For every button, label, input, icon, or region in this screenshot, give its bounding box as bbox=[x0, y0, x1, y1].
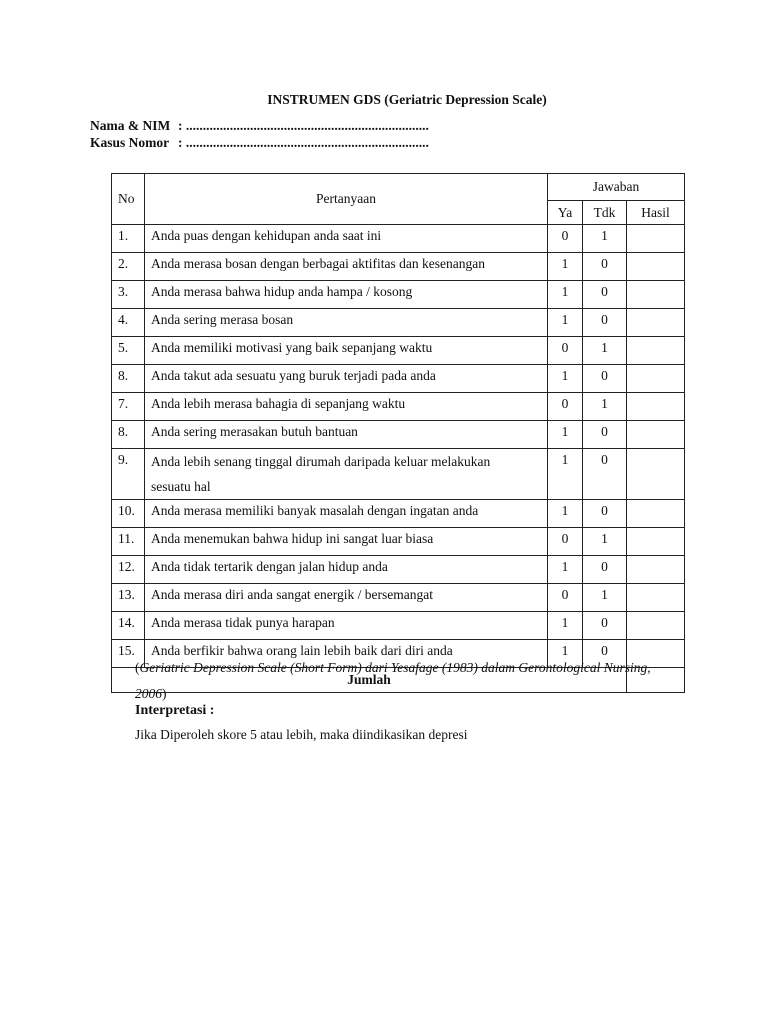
row-ya: 1 bbox=[548, 253, 583, 281]
header-pertanyaan: Pertanyaan bbox=[145, 174, 548, 225]
row-number: 12. bbox=[112, 556, 145, 584]
row-tdk: 1 bbox=[583, 528, 627, 556]
row-question-line1: Anda lebih senang tinggal dirumah daripada keluar melakukan bbox=[151, 454, 491, 469]
row-hasil bbox=[627, 500, 685, 528]
row-hasil bbox=[627, 393, 685, 421]
row-ya: 1 bbox=[548, 612, 583, 640]
table-row bbox=[112, 584, 685, 612]
row-ya: 0 bbox=[548, 393, 583, 421]
row-number: 8. bbox=[112, 365, 145, 393]
table-row bbox=[112, 556, 685, 584]
header-ya: Ya bbox=[548, 201, 583, 225]
row-tdk: 0 bbox=[583, 449, 627, 500]
row-question bbox=[145, 449, 548, 500]
row-number: 4. bbox=[112, 309, 145, 337]
table-row bbox=[112, 281, 685, 309]
header-no: No bbox=[112, 174, 145, 225]
row-hasil bbox=[627, 584, 685, 612]
row-question: Anda merasa bahwa hidup anda hampa / kosong bbox=[145, 281, 548, 309]
interpretation-text: Jika Diperoleh skore 5 atau lebih, maka diindikasikan depresi bbox=[135, 727, 468, 742]
row-ya: 1 bbox=[548, 449, 583, 500]
row-tdk: 0 bbox=[583, 500, 627, 528]
row-question: Anda memiliki motivasi yang baik sepanjang waktu bbox=[145, 337, 548, 365]
row-number: 11. bbox=[112, 528, 145, 556]
caption-close-paren: ) bbox=[162, 686, 167, 701]
table-row bbox=[112, 309, 685, 337]
row-question: Anda merasa diri anda sangat energik / bersemangat bbox=[145, 584, 548, 612]
table-row bbox=[112, 365, 685, 393]
row-ya: 1 bbox=[548, 500, 583, 528]
table-row bbox=[112, 449, 685, 500]
row-hasil bbox=[627, 556, 685, 584]
table-row bbox=[112, 421, 685, 449]
field-nama-nim-value: : ........................................................................ bbox=[178, 118, 429, 133]
header-hasil: Hasil bbox=[627, 201, 685, 225]
row-ya: 1 bbox=[548, 640, 583, 668]
source-caption bbox=[135, 655, 675, 707]
row-question: Anda tidak tertarik dengan jalan hidup anda bbox=[145, 556, 548, 584]
row-question: Anda sering merasa bosan bbox=[145, 309, 548, 337]
header-tdk: Tdk bbox=[583, 201, 627, 225]
row-tdk: 1 bbox=[583, 393, 627, 421]
row-hasil bbox=[627, 612, 685, 640]
table-row bbox=[112, 500, 685, 528]
row-ya: 1 bbox=[548, 309, 583, 337]
field-nama-nim-label: Nama & NIM bbox=[90, 118, 171, 133]
caption-open-paren: ( bbox=[135, 660, 140, 675]
row-ya: 0 bbox=[548, 225, 583, 253]
row-tdk: 0 bbox=[583, 640, 627, 668]
row-number: 13. bbox=[112, 584, 145, 612]
row-question: Anda puas dengan kehidupan anda saat ini bbox=[145, 225, 548, 253]
row-number: 15. bbox=[112, 640, 145, 668]
row-tdk: 0 bbox=[583, 612, 627, 640]
row-hasil bbox=[627, 365, 685, 393]
row-tdk: 0 bbox=[583, 556, 627, 584]
row-question: Anda merasa memiliki banyak masalah dengan ingatan anda bbox=[145, 500, 548, 528]
field-kasus-nomor-label: Kasus Nomor bbox=[90, 135, 170, 150]
row-tdk: 1 bbox=[583, 337, 627, 365]
row-ya: 1 bbox=[548, 365, 583, 393]
row-question: Anda lebih merasa bahagia di sepanjang waktu bbox=[145, 393, 548, 421]
row-question: Anda merasa tidak punya harapan bbox=[145, 612, 548, 640]
table-row bbox=[112, 528, 685, 556]
row-hasil bbox=[627, 528, 685, 556]
row-number: 5. bbox=[112, 337, 145, 365]
field-nama-nim bbox=[90, 118, 429, 134]
row-hasil bbox=[627, 309, 685, 337]
field-kasus-nomor-value: : ........................................................................ bbox=[178, 135, 429, 150]
header-jawaban: Jawaban bbox=[548, 174, 685, 201]
row-number: 9. bbox=[112, 449, 145, 500]
row-hasil bbox=[627, 253, 685, 281]
row-tdk: 1 bbox=[583, 225, 627, 253]
table-row bbox=[112, 393, 685, 421]
row-hasil bbox=[627, 225, 685, 253]
row-hasil bbox=[627, 281, 685, 309]
row-ya: 0 bbox=[548, 584, 583, 612]
row-number: 14. bbox=[112, 612, 145, 640]
row-number: 3. bbox=[112, 281, 145, 309]
table-row bbox=[112, 225, 685, 253]
row-number: 1. bbox=[112, 225, 145, 253]
table-row bbox=[112, 612, 685, 640]
row-ya: 0 bbox=[548, 337, 583, 365]
row-number: 2. bbox=[112, 253, 145, 281]
row-ya: 1 bbox=[548, 421, 583, 449]
row-tdk: 0 bbox=[583, 253, 627, 281]
row-tdk: 0 bbox=[583, 365, 627, 393]
row-question: Anda berfikir bahwa orang lain lebih baik dari diri anda bbox=[145, 640, 548, 668]
field-kasus-nomor bbox=[90, 135, 429, 151]
row-question-line2: sesuatu hal bbox=[151, 479, 211, 494]
row-tdk: 1 bbox=[583, 584, 627, 612]
row-question: Anda merasa bosan dengan berbagai aktifitas dan kesenangan bbox=[145, 253, 548, 281]
row-tdk: 0 bbox=[583, 309, 627, 337]
row-ya: 1 bbox=[548, 281, 583, 309]
row-ya: 1 bbox=[548, 556, 583, 584]
interpretation-heading: Interpretasi : bbox=[135, 703, 215, 718]
row-ya: 0 bbox=[548, 528, 583, 556]
row-number: 10. bbox=[112, 500, 145, 528]
row-tdk: 0 bbox=[583, 421, 627, 449]
row-question: Anda menemukan bahwa hidup ini sangat luar biasa bbox=[145, 528, 548, 556]
row-hasil bbox=[627, 449, 685, 500]
row-hasil bbox=[627, 421, 685, 449]
row-question: Anda sering merasakan butuh bantuan bbox=[145, 421, 548, 449]
document-title: INSTRUMEN GDS (Geriatric Depression Scale) bbox=[267, 92, 547, 107]
total-label: Jumlah bbox=[112, 668, 627, 693]
row-number: 8. bbox=[112, 421, 145, 449]
row-number: 7. bbox=[112, 393, 145, 421]
table-row bbox=[112, 337, 685, 365]
table-row bbox=[112, 253, 685, 281]
row-question: Anda takut ada sesuatu yang buruk terjadi pada anda bbox=[145, 365, 548, 393]
caption-citation: Geriatric Depression Scale (Short Form) dari Yesafage (1983) dalam Gerontological Nursing, 2006 bbox=[135, 660, 651, 701]
gds-table bbox=[111, 173, 685, 693]
row-hasil bbox=[627, 337, 685, 365]
row-tdk: 0 bbox=[583, 281, 627, 309]
